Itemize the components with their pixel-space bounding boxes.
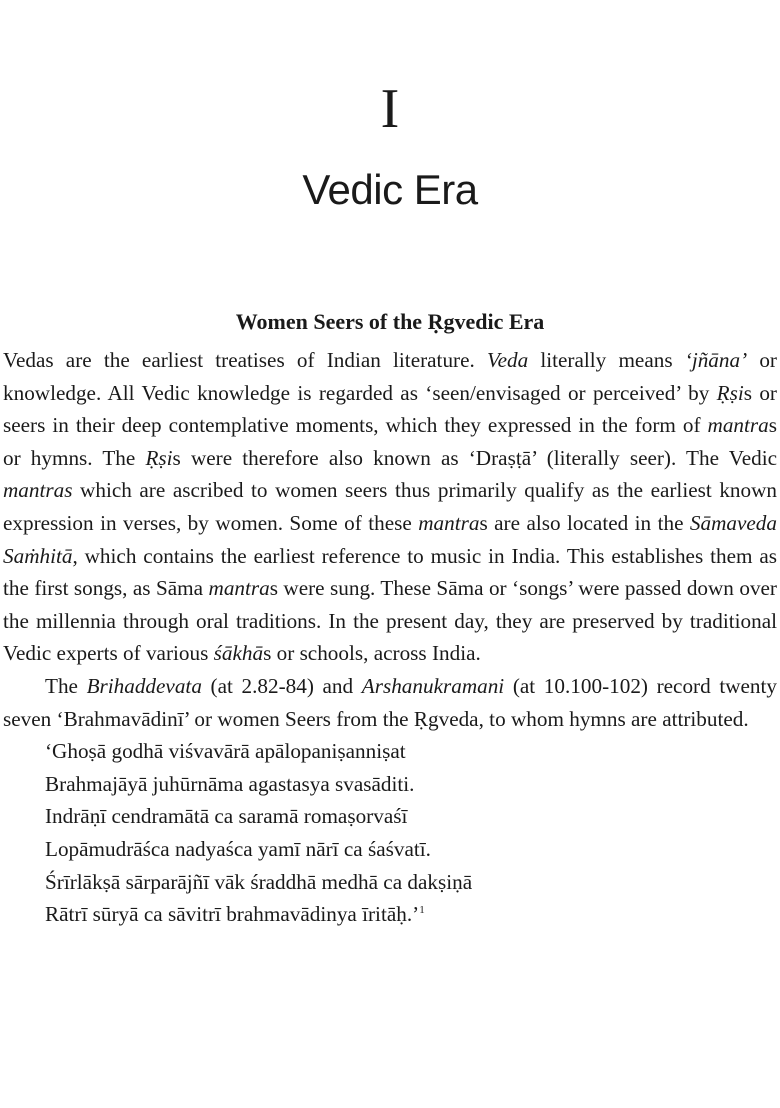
italic-term: Sāmaveda Saṁhitā (3, 510, 777, 568)
italic-term: Ṛṣi (716, 380, 744, 405)
text-run: s or schools, across India. (263, 641, 481, 666)
italic-term: ‘jñāna’ (684, 348, 748, 372)
italic-term: mantras (3, 478, 73, 503)
text-run: s were sung. These Sāma or ‘songs’ were passed down over the millennia through oral traditions. In the present day, they are preserved by traditional Vedic experts of various (3, 576, 777, 666)
text-run: which are ascribed to women seers thus primarily qualify as the earliest known expression in verses, by women. Some of these (3, 478, 777, 535)
text-run: , which contains the earliest reference to music in India. This establishes them as the first songs, as Sāma (3, 543, 777, 601)
italic-term: śākhā (213, 641, 264, 666)
text-run: s or seers in their deep contemplative moments, which they expressed in the form of (3, 380, 777, 438)
italic-term: Veda (486, 348, 529, 372)
italic-term: Brihaddevata (86, 673, 202, 698)
paragraph-2 (3, 670, 777, 735)
chapter-number: I (380, 78, 400, 140)
paragraph-1 (3, 344, 777, 670)
section-heading: Women Seers of the Ṛgvedic Era (235, 309, 545, 334)
text-run: s are also located in the (479, 510, 690, 535)
italic-term: mantra (208, 576, 270, 601)
text-run: s or hymns. The (3, 413, 777, 470)
body-text (3, 344, 777, 931)
verse-line: Śrīrlākṣā sārparājñī vāk śraddhā medhā ca dakṣiṇā (45, 869, 473, 894)
text-run: (at 2.82-84) and (201, 673, 362, 698)
italic-term: Ṛṣi (145, 445, 173, 470)
footnote-marker[interactable]: 1 (419, 904, 425, 917)
text-run: s were therefore also known as ‘Draṣṭā’ (literally seer). The Vedic (172, 445, 777, 470)
chapter-title: Vedic Era (302, 166, 478, 213)
italic-term: mantra (418, 510, 480, 535)
text-run: The (45, 673, 87, 698)
text-run: (at 10.100-102) record twenty seven ‘Brahmavādinī’ or women Seers from the Ṛgveda, to whom hymns are attributed. (3, 673, 777, 731)
verse-line: Indrāṇī cendramātā ca saramā romaṣorvaśī (45, 804, 408, 829)
text-run: or knowledge. All Vedic knowledge is regarded as ‘seen/envisaged or perceived’ by (3, 348, 777, 405)
verse-line: ‘Ghoṣā godhā viśvavārā apālopaniṣanniṣat (45, 739, 406, 764)
verse-line (45, 898, 777, 931)
verse-line: Brahmajāyā juhūrnāma agastasya svasāditi. (45, 771, 415, 796)
verse-line: Lopāmudrāśca nadyaśca yamī nārī ca śaśvatī. (45, 836, 431, 861)
sanskrit-verse (3, 735, 777, 931)
text-run: literally means (528, 348, 685, 372)
italic-term: mantra (707, 413, 769, 438)
italic-term: Arshanukramani (361, 673, 505, 698)
text-run: Vedas are the earliest treatises of Indian literature. (3, 348, 487, 372)
verse-line-text: Rātrī sūryā ca sāvitrī brahmavādinya īritāḥ.’ (45, 902, 420, 927)
